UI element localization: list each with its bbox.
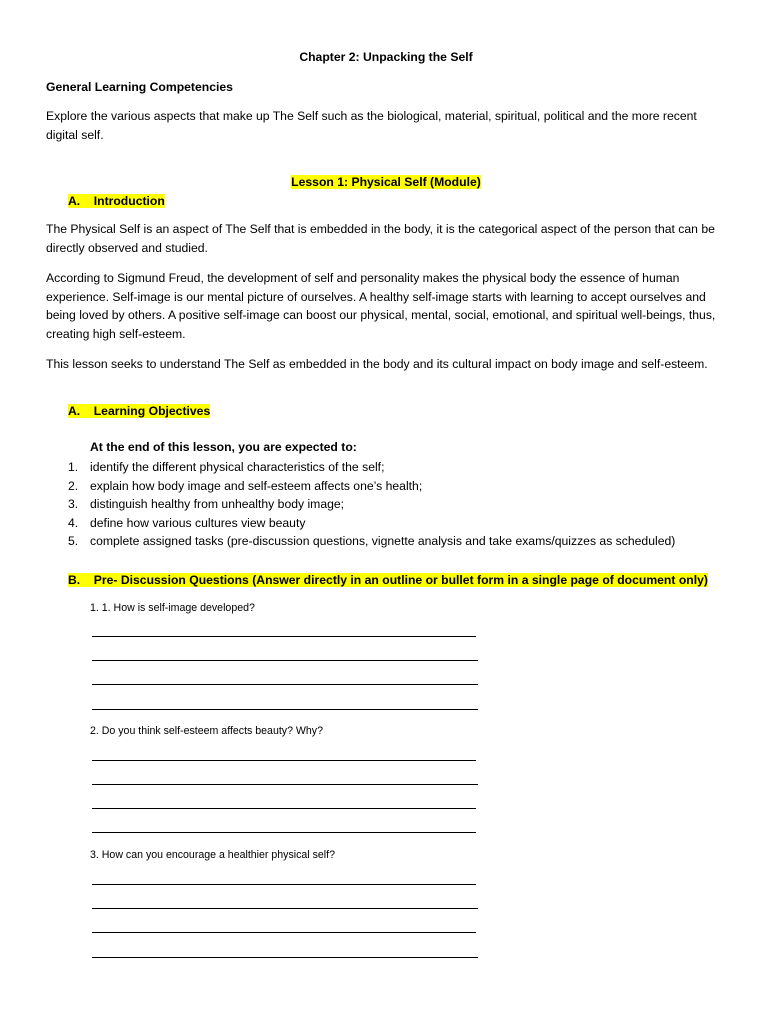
answer-line[interactable] — [92, 784, 478, 785]
objectives-heading-highlight — [68, 404, 210, 418]
objectives-heading-text: Learning Objectives — [93, 404, 211, 418]
intro-paragraph-2: According to Sigmund Freud, the development of self and personality makes the physical body the essence of human experience. Self-image is our mental picture of ourselves. A healthy self-image starts with learning to accept ourselves and being loved by others. A positive self-image can boost our physical, mental, social, emotional, and spiritual well-beings, thus, creating high self-esteem. — [46, 271, 716, 341]
answer-line[interactable] — [92, 932, 476, 933]
list-number: 2. — [68, 478, 79, 493]
list-item — [46, 495, 675, 514]
glc-text: Explore the various aspects that make up The Self such as the biological, material, spiritual, political and the more recent digital self. — [46, 109, 697, 142]
list-number: 4. — [68, 515, 79, 530]
lesson-title — [46, 173, 726, 192]
prediscussion-marker: B. — [68, 573, 81, 587]
intro-paragraph-1: The Physical Self is an aspect of The Self that is embedded in the body, it is the categorical aspect of the person that can be directly observed and studied. — [46, 222, 715, 255]
list-text: distinguish healthy from unhealthy body image; — [90, 497, 345, 511]
answer-line[interactable] — [92, 957, 478, 958]
question-2: 2. Do you think self-esteem affects beauty? Why? — [90, 725, 323, 737]
list-text: define how various cultures view beauty — [90, 515, 306, 530]
list-item — [46, 514, 675, 533]
prediscussion-heading — [68, 571, 708, 590]
list-text: identify the different physical characteristics of the self; — [90, 460, 385, 474]
chapter-title: Chapter 2: Unpacking the Self — [299, 50, 473, 64]
question-1: 1. 1. How is self-image developed? — [90, 602, 255, 614]
prediscussion-heading-text: Pre- Discussion Questions (Answer directly in an outline or bullet form in a single page of document only) — [93, 573, 708, 587]
intro-marker: A. — [68, 194, 81, 208]
answer-line[interactable] — [92, 636, 476, 637]
prediscussion-heading-highlight — [68, 573, 708, 587]
answer-line[interactable] — [92, 709, 478, 710]
intro-heading-highlight — [68, 194, 165, 208]
objectives-heading — [68, 402, 210, 421]
answer-line[interactable] — [92, 884, 476, 885]
answer-line[interactable] — [92, 660, 478, 661]
list-number: 5. — [68, 534, 79, 548]
list-item — [46, 532, 675, 551]
answer-line[interactable] — [92, 684, 478, 685]
list-item — [46, 477, 675, 496]
answer-line[interactable] — [92, 760, 476, 761]
question-3: 3. How can you encourage a healthier physical self? — [90, 849, 335, 861]
list-text: explain how body image and self-esteem affects one’s health; — [90, 478, 423, 493]
list-number: 1. — [68, 460, 79, 474]
answer-line[interactable] — [92, 908, 478, 909]
intro-paragraph-3: This lesson seeks to understand The Self as embedded in the body and its cultural impact on body image and self-esteem. — [46, 357, 708, 371]
list-item — [46, 458, 675, 477]
objectives-lead: At the end of this lesson, you are expected to: — [90, 440, 357, 454]
objectives-list — [46, 458, 675, 551]
list-number: 3. — [68, 497, 79, 511]
objectives-marker: A. — [68, 404, 81, 418]
answer-line[interactable] — [92, 808, 476, 809]
list-text: complete assigned tasks (pre-discussion questions, vignette analysis and take exams/quizzes as scheduled) — [90, 534, 676, 548]
intro-heading — [68, 192, 165, 211]
lesson-title-text: Lesson 1: Physical Self (Module) — [291, 175, 481, 189]
intro-heading-text: Introduction — [93, 194, 165, 208]
answer-line[interactable] — [92, 832, 476, 833]
glc-heading: General Learning Competencies — [46, 80, 233, 94]
